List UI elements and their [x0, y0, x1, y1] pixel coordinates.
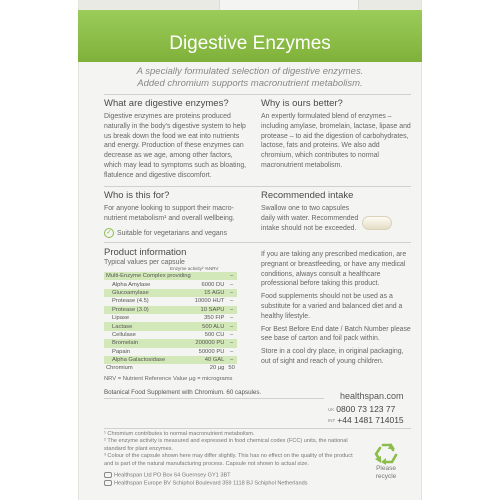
product-title: Digestive Enzymes — [169, 33, 331, 54]
divider — [104, 242, 411, 243]
nutrient-nrv: – — [230, 315, 234, 322]
website: healthspan.com — [340, 391, 404, 401]
nutrient-nrv: – — [226, 289, 236, 297]
table-row — [104, 297, 237, 305]
nutrient-nrv: 50 — [228, 365, 235, 372]
table-row — [104, 322, 237, 330]
nutrient-nrv: – — [230, 281, 234, 288]
why-heading: Why is ours better? — [261, 98, 343, 109]
nutrient-name: Chromium — [106, 365, 133, 372]
nutrient-value: 15 AGU — [193, 289, 227, 297]
addresses: Healthspan Ltd PO Box 64 Guernsey GY1 3BT Healthspan Europe BV Schiphol Boulevard 359 1118 BJ Schiphol Netherlands — [104, 472, 354, 488]
nutrient-name: Glucoamylase — [104, 289, 193, 297]
nutrient-nrv: – — [226, 339, 236, 347]
carton-top-flap — [79, 0, 421, 10]
intro-text: A specially formulated selection of digestive enzymes. Added chromium supports macronutrient metabolism. — [136, 66, 364, 89]
nutrient-name: Papain — [112, 348, 131, 355]
table-row — [104, 314, 237, 322]
product-sub: Typical values per capsule — [104, 259, 185, 266]
table-column-headers: Enzyme activity² %NRV — [170, 266, 219, 271]
nutrient-name: Alpha Amylase — [112, 281, 151, 288]
nutrient-nrv: – — [226, 322, 236, 330]
nrv-note: NRV = Nutrient Reference Value µg = micrograms — [104, 376, 233, 382]
nutrient-name: Multi-Enzyme Complex providing — [106, 273, 191, 280]
vegan-badge: ✓ Suitable for vegetarians and vegans — [104, 228, 252, 239]
nutrient-value: 20 µg — [209, 365, 225, 372]
intake-body: Swallow one to two capsules daily with water. Recommended intake should not be exceeded. — [261, 205, 359, 232]
table-row — [104, 339, 237, 347]
intl-phone: INT +44 1481 714015 — [328, 415, 404, 425]
table-row — [104, 348, 237, 356]
nutrient-value: 200000 PU — [193, 339, 227, 347]
intake-heading: Recommended intake — [261, 190, 354, 201]
table-row — [104, 356, 237, 364]
table-row — [104, 331, 237, 339]
recycle-icon — [372, 440, 400, 468]
table-row — [104, 280, 237, 288]
nutrient-name: Lactase — [104, 322, 193, 330]
nutrient-nrv: – — [226, 356, 236, 364]
nutrient-value — [193, 272, 227, 280]
what-heading: What are digestive enzymes? — [104, 98, 229, 109]
product-info-header — [104, 247, 252, 268]
who-body: For anyone looking to support their macro-nutrient metabolism¹ and overall wellbeing. — [104, 205, 235, 222]
nutrient-name: Bromelain — [104, 339, 193, 347]
nutrient-value: 350 FIP — [204, 315, 225, 322]
table-row — [104, 272, 237, 280]
nutrient-value: 10 SAPU — [193, 306, 227, 314]
footnotes: ¹ Chromium contributes to normal macronutrient metabolism. ² The enzyme activity is measured and expressed in food chemical codex (FCC) units, the national standard for plant enzymes. ³ Colour of the capsule shown here may differ slightly. This has no effect on the quality of the product and is part of the natural manufacturing process. Capsule not shown to actual size. — [104, 431, 353, 467]
what-body: Digestive enzymes are proteins produced naturally in the body's digestive system to help us break down the food we eat into nutrients and energy. Production of these enzymes can decrease as we age, among other factors, which may lead to symptoms such as bloating, flatulence and digestive discomfort. — [104, 113, 247, 179]
recycle-label: Please recycle — [375, 465, 397, 480]
uk-phone: UK 0800 73 123 77 — [328, 404, 396, 414]
who-heading: Who is this for? — [104, 190, 170, 201]
nutrient-nrv: – — [226, 306, 236, 314]
nutrient-name: Protease (3.0) — [104, 306, 193, 314]
nutrient-value: 500 CU — [204, 331, 225, 338]
table-row — [104, 289, 237, 297]
nutrient-value: 500 ALU — [193, 322, 227, 330]
capsule-icon — [362, 216, 392, 230]
divider — [104, 428, 411, 429]
divider — [104, 186, 411, 187]
nutrient-name: Protease (4.5) — [112, 298, 149, 305]
nutrient-name: Alpha Galactosidase — [104, 356, 193, 364]
botanical-statement: Botanical Food Supplement with Chromium. 60 capsules. — [104, 389, 262, 396]
uk-flag-icon — [104, 472, 112, 478]
nutrient-value: 6000 DU — [201, 281, 225, 288]
eu-flag-icon — [104, 480, 112, 486]
nutrient-nrv: – — [230, 348, 234, 355]
product-heading: Product information — [104, 247, 187, 258]
title-banner — [78, 10, 422, 62]
nutrient-nrv: – — [226, 272, 236, 280]
advice-section: If you are taking any prescribed medication, are pregnant or breastfeeding, or have any medical conditions, always consult a healthcare professional before taking this product. Food supplements should not be used as a substitute for a varied and balanced diet and a healthy lifestyle. For Best Before End date / Batch Number please see base of carton and foil pack within. Store in a cool dry place, in original packaging, out of sight and reach of young children. — [261, 251, 411, 365]
why-body: An expertly formulated blend of enzymes – including amylase, bromelain, lactase, lipase and protease – to aid the digestion of carbohydrates, lactose, fats and proteins. We also add chromium, which contributes to normal macronutrient metabolism. — [261, 113, 411, 169]
nutrition-table — [104, 272, 237, 373]
nutrient-value: 40 GAL — [193, 356, 227, 364]
what-section — [104, 98, 252, 181]
divider — [104, 398, 324, 399]
who-section — [104, 190, 252, 238]
checkmark-icon: ✓ — [104, 228, 114, 238]
nutrient-name: Lipase — [112, 315, 130, 322]
divider — [104, 94, 411, 95]
table-row — [104, 306, 237, 314]
nutrient-nrv: – — [230, 298, 234, 305]
nutrient-name: Cellulase — [112, 331, 136, 338]
table-row — [104, 364, 237, 372]
nutrient-value: 10000 HUT — [194, 298, 225, 305]
why-section — [261, 98, 411, 171]
nutrient-nrv: – — [230, 331, 234, 338]
nutrient-value: 50000 PU — [198, 348, 225, 355]
